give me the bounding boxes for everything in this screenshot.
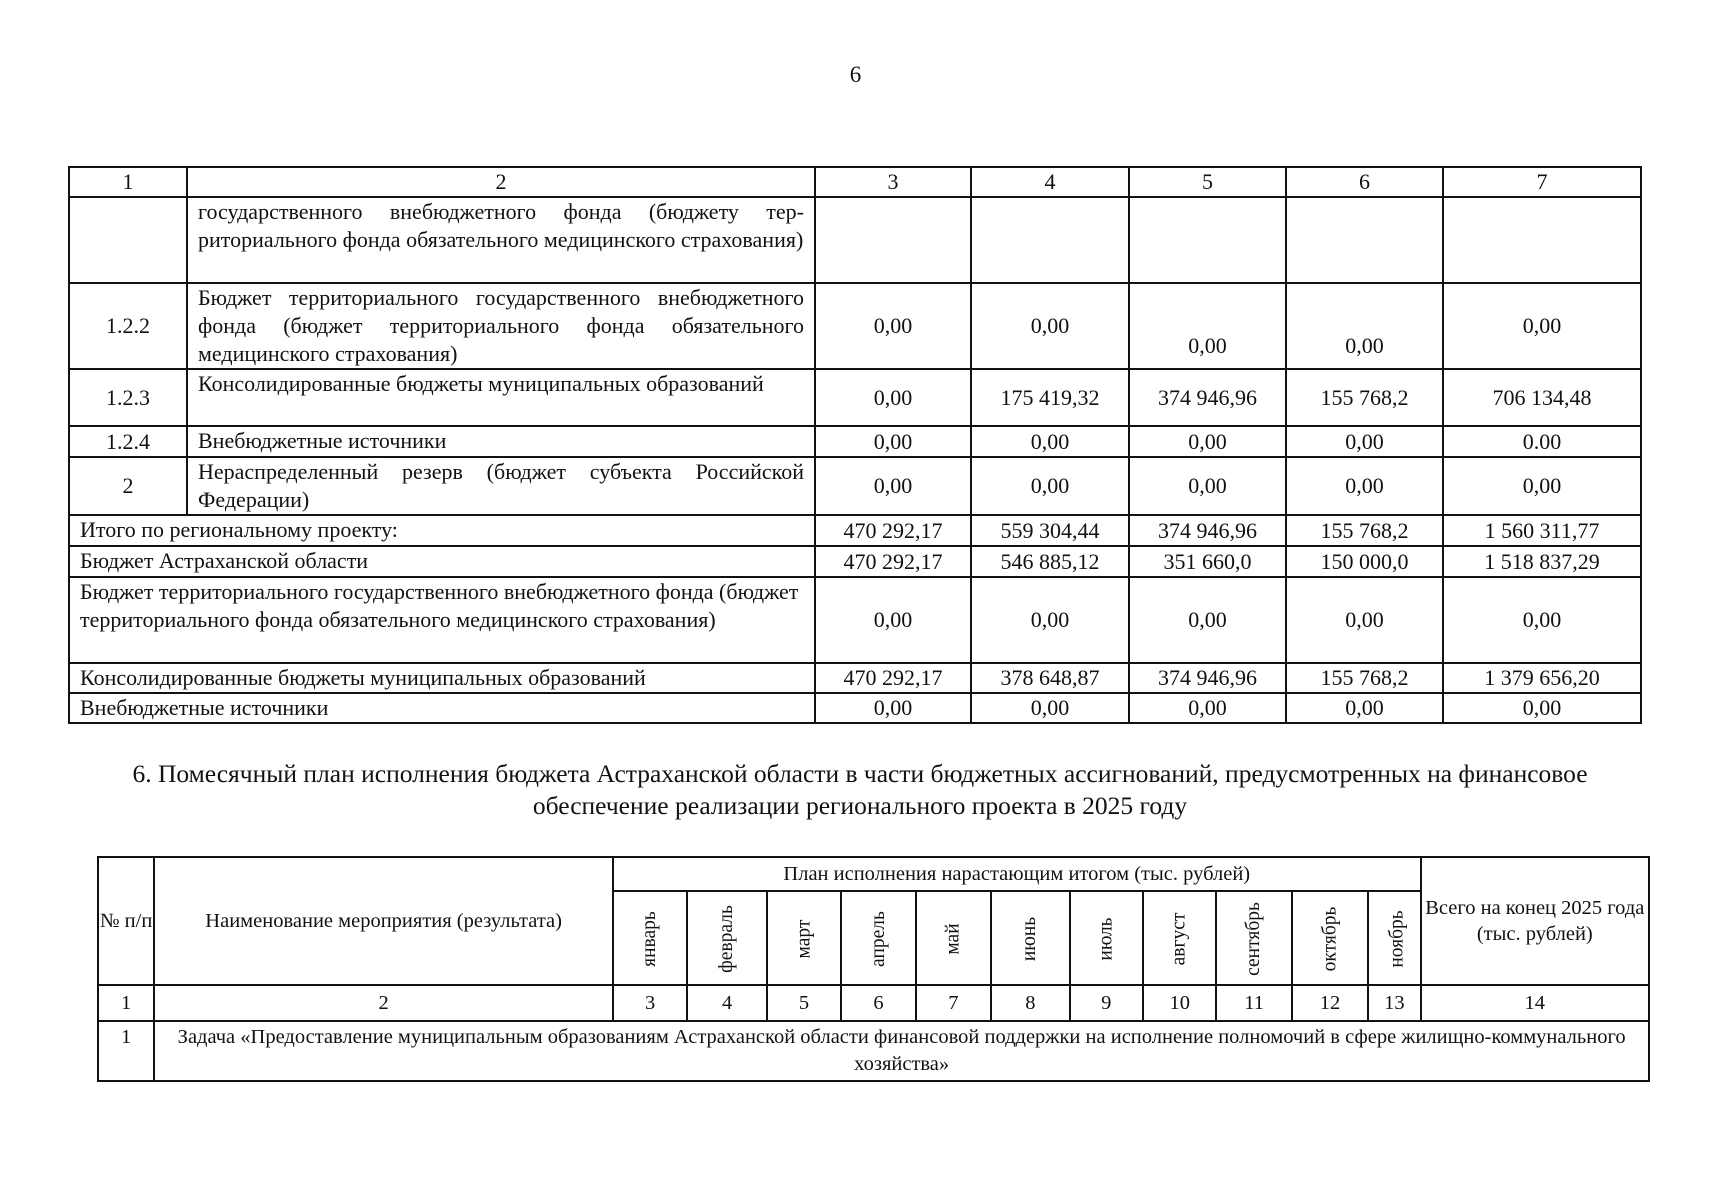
summary-name: Итого по региональному проекту: bbox=[69, 515, 815, 546]
row-name: Бюджет территориального государственного внебюджетного фонда (бюджет территориального фонда обязательного медицинского страхования) bbox=[187, 283, 815, 369]
section-title: 6. Помесячный план исполнения бюджета Астраханской области в части бюджетных ассигнований, предусмотренных на финансовое обеспечение реализации регионального проекта в 2025 году bbox=[132, 759, 1588, 820]
summary-name: Бюджет территориального государственного внебюджетного фонда (бюджет территориального фонда обязательного медицинского страхования) bbox=[69, 577, 815, 663]
header-cell: 3 bbox=[815, 167, 971, 197]
summary-row bbox=[69, 577, 1641, 663]
column-number: 10 bbox=[1143, 985, 1216, 1021]
summary-value: 0,00 bbox=[1129, 577, 1286, 663]
summary-name: Внебюджетные источники bbox=[69, 693, 815, 723]
table-row bbox=[69, 457, 1641, 515]
column-numbers-row bbox=[98, 985, 1649, 1021]
header-cell: 7 bbox=[1443, 167, 1641, 197]
row-value: 0,00 bbox=[971, 426, 1129, 457]
col-num-header: № п/п bbox=[98, 857, 154, 985]
month-header: ноябрь bbox=[1368, 891, 1420, 985]
row-name: Внебюджетные источники bbox=[187, 426, 815, 457]
row-value: 0.00 bbox=[1443, 426, 1641, 457]
header-cell: 2 bbox=[187, 167, 815, 197]
row-number: 2 bbox=[69, 457, 187, 515]
month-header: июль bbox=[1070, 891, 1143, 985]
row-value bbox=[1286, 197, 1443, 283]
summary-value: 470 292,17 bbox=[815, 546, 971, 577]
month-header: июнь bbox=[991, 891, 1069, 985]
summary-value: 351 660,0 bbox=[1129, 546, 1286, 577]
column-number: 13 bbox=[1368, 985, 1420, 1021]
row-value: 0,00 bbox=[1129, 457, 1286, 515]
column-number: 5 bbox=[767, 985, 841, 1021]
row-value: 0,00 bbox=[815, 457, 971, 515]
row-value: 0,00 bbox=[1443, 283, 1641, 369]
column-number: 2 bbox=[154, 985, 613, 1021]
summary-value: 374 946,96 bbox=[1129, 515, 1286, 546]
month-header: февраль bbox=[687, 891, 766, 985]
table-row bbox=[69, 197, 1641, 283]
column-number: 8 bbox=[991, 985, 1069, 1021]
table-row bbox=[69, 369, 1641, 426]
row-value: 175 419,32 bbox=[971, 369, 1129, 426]
task-text: Задача «Предоставление муниципальным образованиям Астраханской области финансовой поддержки на исполнение полномочий в сфере жилищно-коммунального хозяйства» bbox=[154, 1021, 1649, 1081]
summary-value: 546 885,12 bbox=[971, 546, 1129, 577]
column-number: 11 bbox=[1216, 985, 1291, 1021]
summary-value: 374 946,96 bbox=[1129, 663, 1286, 693]
summary-value: 0,00 bbox=[815, 577, 971, 663]
summary-row bbox=[69, 515, 1641, 546]
row-value bbox=[815, 197, 971, 283]
plan-header: План исполнения нарастающим итогом (тыс. рублей) bbox=[613, 857, 1421, 891]
row-number bbox=[69, 197, 187, 283]
month-header: январь bbox=[613, 891, 687, 985]
row-value: 706 134,48 bbox=[1443, 369, 1641, 426]
month-header: март bbox=[767, 891, 841, 985]
table-row bbox=[69, 426, 1641, 457]
summary-value: 0,00 bbox=[1129, 693, 1286, 723]
total-header: Всего на конец 2025 года (тыс. рублей) bbox=[1421, 857, 1649, 985]
summary-value: 559 304,44 bbox=[971, 515, 1129, 546]
summary-value: 155 768,2 bbox=[1286, 515, 1443, 546]
summary-value: 470 292,17 bbox=[815, 663, 971, 693]
month-header: апрель bbox=[841, 891, 915, 985]
column-number: 12 bbox=[1292, 985, 1368, 1021]
row-name: государственного внебюджетного фонда (бюджету территориального фонда обязательного медицинского страхования) bbox=[187, 197, 815, 283]
header-cell: 5 bbox=[1129, 167, 1286, 197]
header-cell: 1 bbox=[69, 167, 187, 197]
summary-value: 0,00 bbox=[971, 577, 1129, 663]
summary-row bbox=[69, 546, 1641, 577]
summary-value: 150 000,0 bbox=[1286, 546, 1443, 577]
summary-value: 0,00 bbox=[971, 693, 1129, 723]
summary-name: Консолидированные бюджеты муниципальных образований bbox=[69, 663, 815, 693]
summary-row bbox=[69, 663, 1641, 693]
column-number: 9 bbox=[1070, 985, 1143, 1021]
summary-value: 0,00 bbox=[1443, 577, 1641, 663]
monthly-plan-table bbox=[97, 856, 1650, 1082]
row-value bbox=[1443, 197, 1641, 283]
row-value: 0,00 bbox=[1129, 283, 1286, 369]
summary-name: Бюджет Астраханской области bbox=[69, 546, 815, 577]
row-value: 0,00 bbox=[1286, 457, 1443, 515]
summary-value: 0,00 bbox=[815, 693, 971, 723]
header-cell: 6 bbox=[1286, 167, 1443, 197]
column-number: 3 bbox=[613, 985, 687, 1021]
row-value bbox=[1129, 197, 1286, 283]
column-number: 1 bbox=[98, 985, 154, 1021]
row-value: 0,00 bbox=[1443, 457, 1641, 515]
summary-value: 155 768,2 bbox=[1286, 663, 1443, 693]
row-value: 0,00 bbox=[815, 283, 971, 369]
task-row bbox=[98, 1021, 1649, 1081]
row-value: 0,00 bbox=[971, 283, 1129, 369]
month-header: август bbox=[1143, 891, 1216, 985]
row-name: Консолидированные бюджеты муниципальных образований bbox=[187, 369, 815, 426]
table-header-row bbox=[98, 857, 1649, 891]
table-row bbox=[69, 283, 1641, 369]
col-name-header: Наименование мероприятия (результата) bbox=[154, 857, 613, 985]
row-value: 0,00 bbox=[971, 457, 1129, 515]
month-header: сентябрь bbox=[1216, 891, 1291, 985]
summary-value: 1 518 837,29 bbox=[1443, 546, 1641, 577]
row-value: 0,00 bbox=[1129, 426, 1286, 457]
summary-value: 0,00 bbox=[1286, 577, 1443, 663]
summary-row bbox=[69, 693, 1641, 723]
page-number: 6 bbox=[849, 62, 862, 87]
column-number: 4 bbox=[687, 985, 766, 1021]
row-value: 0,00 bbox=[1286, 283, 1443, 369]
row-value bbox=[971, 197, 1129, 283]
row-number: 1.2.3 bbox=[69, 369, 187, 426]
task-number: 1 bbox=[98, 1021, 154, 1081]
table-header-row bbox=[69, 167, 1641, 197]
summary-value: 378 648,87 bbox=[971, 663, 1129, 693]
row-number: 1.2.2 bbox=[69, 283, 187, 369]
row-number: 1.2.4 bbox=[69, 426, 187, 457]
header-cell: 4 bbox=[971, 167, 1129, 197]
column-number: 6 bbox=[841, 985, 915, 1021]
row-value: 374 946,96 bbox=[1129, 369, 1286, 426]
column-number: 14 bbox=[1421, 985, 1649, 1021]
summary-value: 1 560 311,77 bbox=[1443, 515, 1641, 546]
row-name: Нераспределенный резерв (бюджет субъекта Российской Федерации) bbox=[187, 457, 815, 515]
summary-value: 470 292,17 bbox=[815, 515, 971, 546]
month-header: октябрь bbox=[1292, 891, 1368, 985]
row-value: 0,00 bbox=[815, 426, 971, 457]
row-value: 155 768,2 bbox=[1286, 369, 1443, 426]
column-number: 7 bbox=[916, 985, 991, 1021]
row-value: 0,00 bbox=[815, 369, 971, 426]
month-header: май bbox=[916, 891, 991, 985]
summary-value: 1 379 656,20 bbox=[1443, 663, 1641, 693]
summary-value: 0,00 bbox=[1286, 693, 1443, 723]
row-value: 0,00 bbox=[1286, 426, 1443, 457]
funding-table bbox=[68, 166, 1642, 724]
summary-value: 0,00 bbox=[1443, 693, 1641, 723]
